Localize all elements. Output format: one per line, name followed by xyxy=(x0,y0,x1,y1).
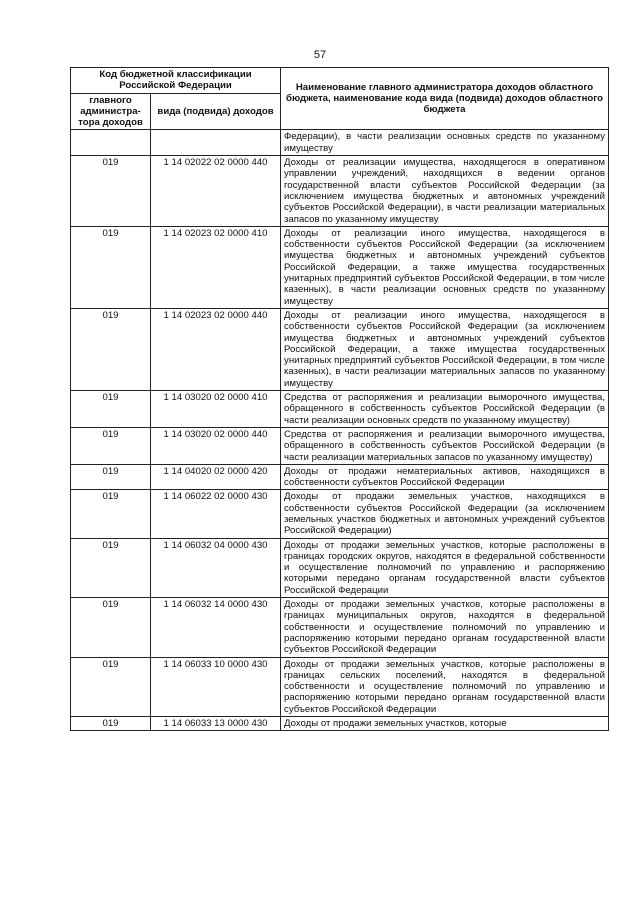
cell-income-name: Доходы от реализации имущества, находящегося в оперативном управлении учреждений, находящихся в ведении органов государственной власти субъектов Российской Федерации (за исключением имущества бюджетных и автономных учреждений субъектов Российской Федерации), в части реализации материальных запасов по указанному имуществу xyxy=(281,156,609,227)
cell-admin-code: 019 xyxy=(71,538,151,597)
cell-admin-code: 019 xyxy=(71,427,151,464)
cell-income-name: Федерации), в части реализации основных средств по указанному имуществу xyxy=(281,130,609,156)
cell-income-name: Доходы от продажи нематериальных активов, находящихся в собственности субъектов Российской Федерации xyxy=(281,464,609,490)
table-row xyxy=(71,226,609,308)
cell-income-name: Доходы от продажи земельных участков, находящихся в собственности субъектов Российской Федерации (за исключением земельных участков бюджетных и автономных учреждений субъектов Российской Федерации) xyxy=(281,490,609,538)
header-classification-code: Код бюджетной классификации Российской Федерации xyxy=(71,68,281,94)
cell-admin-code: 019 xyxy=(71,226,151,308)
cell-income-code: 1 14 02023 02 0000 410 xyxy=(151,226,281,308)
header-income-type-code: вида (подвида) доходов xyxy=(151,93,281,130)
table-row xyxy=(71,598,609,657)
table-header-row xyxy=(71,68,609,94)
cell-income-code: 1 14 02022 02 0000 440 xyxy=(151,156,281,227)
page-number: 57 xyxy=(313,49,327,61)
cell-income-name: Доходы от реализации иного имущества, находящегося в собственности субъектов Российской Федерации (за исключением имущества бюджетных и автономных учреждений субъектов Российской Федерации, а также имущества государственных унитарных предприятий субъектов Российской Федерации, в том числе казенных), в части реализации материальных запасов по указанному имуществу xyxy=(281,308,609,390)
table-row xyxy=(71,156,609,227)
cell-admin-code: 019 xyxy=(71,308,151,390)
cell-admin-code: 019 xyxy=(71,717,151,731)
cell-admin-code: 019 xyxy=(71,490,151,538)
header-chief-administrator: главного администра-тора доходов xyxy=(71,93,151,130)
cell-admin-code xyxy=(71,130,151,156)
cell-income-name: Доходы от продажи земельных участков, которые расположены в границах сельских поселений, находятся в федеральной собственности и осуществление полномочий по управлению и распоряжению которыми передано органам государственной власти субъектов Российской Федерации xyxy=(281,657,609,716)
cell-admin-code: 019 xyxy=(71,464,151,490)
cell-admin-code: 019 xyxy=(71,156,151,227)
cell-income-code: 1 14 06033 13 0000 430 xyxy=(151,717,281,731)
table-row xyxy=(71,427,609,464)
budget-classification-table xyxy=(70,67,609,731)
cell-income-code: 1 14 06022 02 0000 430 xyxy=(151,490,281,538)
cell-income-name: Доходы от реализации иного имущества, находящегося в собственности субъектов Российской Федерации (за исключением имущества бюджетных и автономных учреждений субъектов Российской Федерации, а также имущества государственных унитарных предприятий субъектов Российской Федерации, в том числе казенных), в части реализации основных средств по указанному имуществу xyxy=(281,226,609,308)
cell-admin-code: 019 xyxy=(71,657,151,716)
cell-income-code: 1 14 03020 02 0000 410 xyxy=(151,391,281,428)
cell-income-name: Доходы от продажи земельных участков, которые расположены в границах городских округов, находятся в федеральной собственности и осуществление полномочий по управлению и распоряжению которыми передано органам государственной власти субъектов Российской Федерации xyxy=(281,538,609,597)
cell-income-name: Доходы от продажи земельных участков, которые расположены в границах муниципальных округов, находятся в федеральной собственности и осуществление полномочий по управлению и распоряжению которыми передано органам государственной власти субъектов Российской Федерации xyxy=(281,598,609,657)
cell-income-code: 1 14 06032 04 0000 430 xyxy=(151,538,281,597)
cell-admin-code: 019 xyxy=(71,598,151,657)
table-row xyxy=(71,538,609,597)
cell-income-code: 1 14 03020 02 0000 440 xyxy=(151,427,281,464)
table-row xyxy=(71,657,609,716)
table-row xyxy=(71,391,609,428)
cell-income-code: 1 14 04020 02 0000 420 xyxy=(151,464,281,490)
table-row xyxy=(71,130,609,156)
cell-admin-code: 019 xyxy=(71,391,151,428)
cell-income-code: 1 14 06033 10 0000 430 xyxy=(151,657,281,716)
cell-income-code: 1 14 02023 02 0000 440 xyxy=(151,308,281,390)
cell-income-code: 1 14 06032 14 0000 430 xyxy=(151,598,281,657)
table-body xyxy=(71,130,609,731)
cell-income-name: Средства от распоряжения и реализации выморочного имущества, обращенного в собственность субъектов Российской Федерации (в части реализации материальных запасов по указанному имуществу) xyxy=(281,427,609,464)
table-row xyxy=(71,490,609,538)
cell-income-name: Доходы от продажи земельных участков, которые xyxy=(281,717,609,731)
table-row xyxy=(71,308,609,390)
cell-income-code xyxy=(151,130,281,156)
header-administrator-name: Наименование главного администратора доходов областного бюджета, наименование кода вида (подвида) доходов областного бюджета xyxy=(281,68,609,130)
table-row xyxy=(71,464,609,490)
cell-income-name: Средства от распоряжения и реализации выморочного имущества, обращенного в собственность субъектов Российской Федерации (в части реализации основных средств по указанному имуществу) xyxy=(281,391,609,428)
table-row xyxy=(71,717,609,731)
